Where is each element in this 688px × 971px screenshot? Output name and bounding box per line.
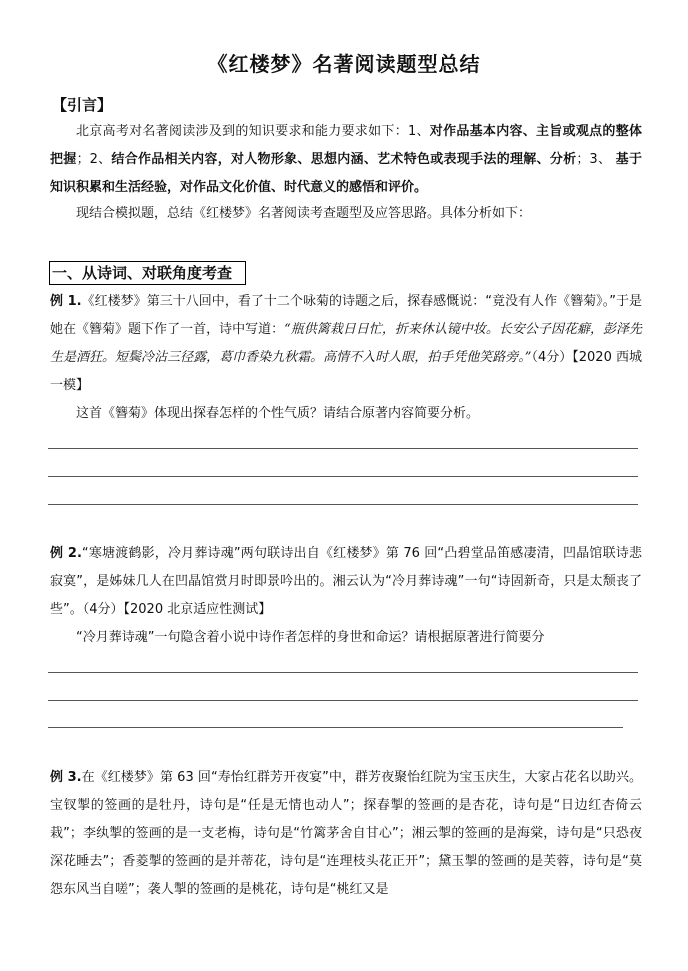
intro-point-1: 对作品基本内容、主旨或观点的整体把握 <box>50 124 642 167</box>
intro-paragraph-2: 现结合模拟题，总结《红楼梦》名著阅读考查题型及应答思路。具体分析如下： <box>76 206 532 221</box>
answer-line <box>48 672 638 673</box>
intro-text-3: ；3、 <box>576 152 616 167</box>
answer-line <box>48 504 638 505</box>
intro-paragraph <box>50 118 642 202</box>
intro-point-3: 基于知识积累和生活经验，对作品文化价值、时代意义的感悟和评价。 <box>50 152 642 195</box>
answer-line <box>48 476 638 477</box>
example-3-body <box>50 764 642 904</box>
example-1-text: 《红楼梦》第三十八回中，看了十二个咏菊的诗题之后，探春感慨说：“竟没有人作《簪菊》。”于是她在《簪菊》题下作了一首，诗中写道： <box>50 294 642 337</box>
example-3-text: 在《红楼梦》第 63 回“寿怡红群芳开夜宴”中，群芳夜聚怡红院为宝玉庆生，大家占花名以助兴。宝钗掣的签画的是牡丹，诗句是“任是无情也动人”；探春掣的签画的是杏花，诗句是“日边红杏倚云栽”；李纨掣的签画的是一支老梅，诗句是“竹篱茅舍自甘心”；湘云掣的签画的是海棠，诗句是“只恐夜深花睡去”；香菱掣的签画的是并蒂花，诗句是“连理枝头花正开”；黛玉掣的签画的是芙蓉，诗句是“莫怨东风当自嗟”；袭人掣的签画的是桃花，诗句是“桃红又是 <box>50 770 642 897</box>
example-2-text: “寒塘渡鹤影，冷月葬诗魂”两句联诗出自《红楼梦》第 76 回“凸碧堂品笛感凄清，凹晶馆联诗悲寂寞”，是姊妹几人在凹晶馆赏月时即景吟出的。湘云认为“冷月葬诗魂”一句“诗固新奇，只是太颓丧了些”。（4分）【2020 北京适应性测试】 <box>50 546 642 617</box>
document-title: 《红楼梦》名著阅读题型总结 <box>207 52 481 76</box>
intro-text-2: ；2、 <box>76 152 112 167</box>
intro-point-2: 结合作品相关内容，对人物形象、思想内涵、艺术特色或表现手法的理解、分析 <box>111 152 577 167</box>
example-1-source: （4分）【2020 西城一模】 <box>50 350 642 393</box>
intro-text-1: 北京高考对名著阅读涉及到的知识要求和能力要求如下：1、 <box>76 124 430 139</box>
answer-line <box>48 448 638 449</box>
answer-line <box>48 727 623 728</box>
answer-line <box>48 700 638 701</box>
example-1-label: 例 1. <box>50 294 82 309</box>
example-1-question: 这首《簪菊》体现出探春怎样的个性气质？请结合原著内容简要分析。 <box>76 406 480 421</box>
example-2 <box>50 540 642 624</box>
example-1-poem: “瓶供篱栽日日忙，折来休认镜中妆。长安公子因花癖，彭泽先生是酒狂。短鬓冷沾三径露，葛巾香染九秋霜。高情不入时人眼，拍手凭他笑路旁。” <box>50 322 642 365</box>
example-1 <box>50 288 642 400</box>
section-title: 一、从诗词、对联角度考查 <box>49 261 246 285</box>
example-3-label: 例 3. <box>50 770 82 785</box>
example-2-question: “冷月葬诗魂”一句隐含着小说中诗作者怎样的身世和命运？请根据原著进行简要分 <box>76 630 545 645</box>
intro-heading: 【引言】 <box>52 96 113 114</box>
example-2-label: 例 2. <box>50 546 82 561</box>
